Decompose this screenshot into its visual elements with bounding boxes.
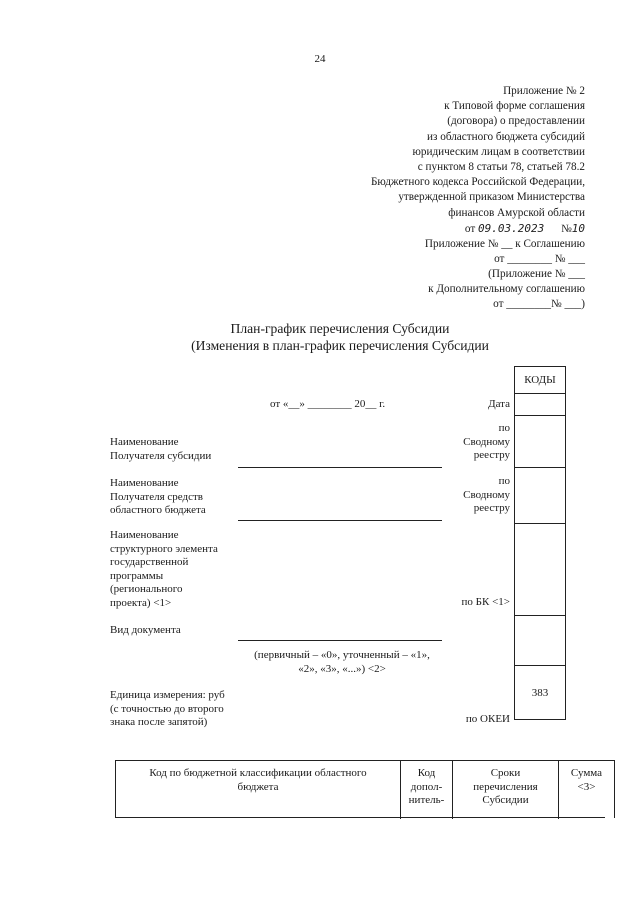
appendix-line: (договора) о предоставлении xyxy=(447,115,585,128)
funds-recipient-field-line[interactable] xyxy=(238,520,442,521)
code-cell-recipient[interactable] xyxy=(514,416,566,468)
appendix-line: финансов Амурской области xyxy=(448,206,585,219)
appendix-line: из областного бюджета субсидий xyxy=(427,130,585,143)
col-transfer-dates: Сроки перечисления Субсидии xyxy=(453,761,559,819)
date-prefix: от xyxy=(464,222,476,235)
appendix-header xyxy=(285,84,585,237)
code-cell-funds-recipient[interactable] xyxy=(514,468,566,524)
appendix-line: с пунктом 8 статьи 78, статьей 78.2 xyxy=(417,161,585,174)
agreement-line: Приложение № __ к Соглашению xyxy=(424,238,585,250)
table-bottom-line xyxy=(115,817,605,818)
col-additional-code: Код допол- нитель- xyxy=(401,761,453,819)
codes-column xyxy=(514,366,566,720)
agreement-line: (Приложение № ___ xyxy=(488,268,585,280)
title-line-1: План-график перечисления Субсидии xyxy=(230,321,450,336)
agreement-line: к Дополнительному соглашению xyxy=(428,283,585,295)
form-date-line: от «__» ________ 20__ г. xyxy=(270,398,386,410)
appendix-line: утвержденной приказом Министерства xyxy=(398,191,585,204)
document-title xyxy=(120,320,560,354)
handwritten-number: 10 xyxy=(571,221,585,235)
appendix-line: к Типовой форме соглашения xyxy=(444,100,585,113)
agreement-line: от ________№ ___) xyxy=(493,298,585,310)
appendix-line: юридическим лицам в соответствии xyxy=(412,145,585,158)
code-cell-doc-type[interactable] xyxy=(514,616,566,666)
appendix-agreement xyxy=(285,237,585,312)
funds-recipient-code-label: по Сводному реестру xyxy=(463,475,510,515)
appendix-date-line xyxy=(285,221,585,237)
recipient-field-line[interactable] xyxy=(238,467,442,468)
recipient-code-label: по Сводному реестру xyxy=(463,422,510,462)
budget-table-header xyxy=(115,760,615,818)
handwritten-date: 09.03.2023 xyxy=(478,221,545,235)
structural-code-label: по БК <1> xyxy=(461,596,510,608)
code-cell-bk[interactable] xyxy=(514,524,566,616)
unit-code-label: по ОКЕИ xyxy=(465,713,510,725)
agreement-line: от ________ № ___ xyxy=(494,253,585,265)
structural-element-label: Наименование структурного элемента государственной программы (регионального проекта) <1> xyxy=(110,529,218,609)
doc-type-label: Вид документа xyxy=(110,624,181,636)
page-number: 24 xyxy=(314,53,326,65)
number-prefix: № xyxy=(561,222,572,235)
code-cell-okei: 383 xyxy=(514,666,566,720)
appendix-line: Бюджетного кодекса Российской Федерации, xyxy=(370,176,585,189)
codes-header: КОДЫ xyxy=(514,366,566,394)
col-amount: Сумма <3> xyxy=(570,767,603,793)
funds-recipient-label: Наименование Получателя средств областного бюджета xyxy=(110,477,206,517)
appendix-line: Приложение № 2 xyxy=(503,85,585,97)
unit-label: Единица измерения: руб (с точностью до второго знака после запятой) xyxy=(110,689,225,729)
doc-type-hint: (первичный – «0», уточненный – «1», «2», «3», «...») <2> xyxy=(254,649,430,675)
title-line-2: (Изменения в план-график перечисления Субсидии xyxy=(191,338,489,353)
code-cell-date[interactable] xyxy=(514,394,566,416)
date-label: Дата xyxy=(488,398,510,410)
doc-type-field-line[interactable] xyxy=(238,640,442,641)
recipient-label: Наименование Получателя субсидии xyxy=(110,436,212,462)
col-budget-code: Код по бюджетной классификации областного бюджета xyxy=(116,761,401,819)
